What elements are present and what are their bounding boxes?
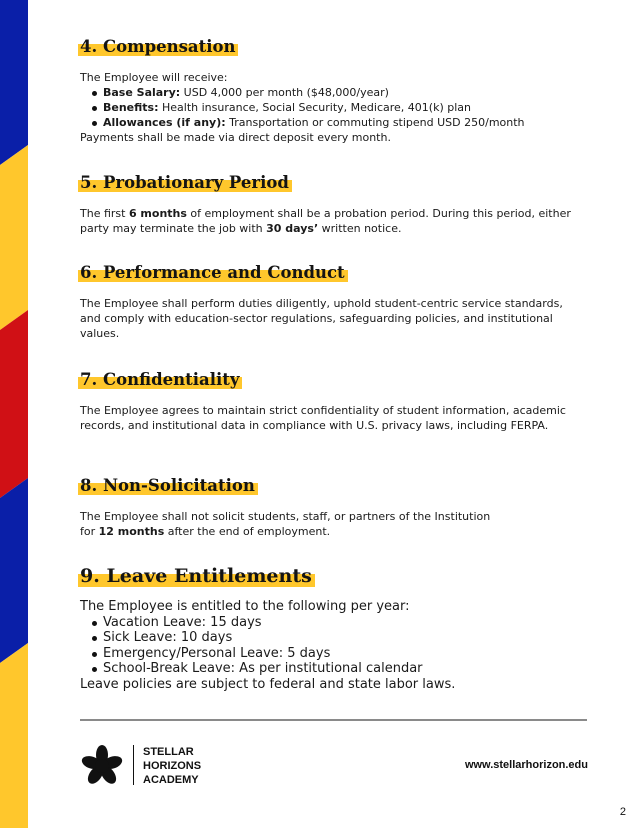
list-item: School-Break Leave: As per institutional calendar [92,661,600,677]
section-non-solicitation [80,476,600,539]
section-body: The Employee shall perform duties diligently, uphold student-centric service standards, and comply with education-sector regulations, safeguarding policies, and institutional values. [80,297,563,340]
edge-yellow-1 [0,145,28,330]
section-probationary-period [80,173,600,236]
logo-wordmark: STELLAR HORIZONS ACADEMY [143,746,202,786]
section-performance-conduct [80,263,600,341]
edge-blue-top [0,0,28,165]
section-heading: 5. Probationary Period [80,173,289,193]
footer-divider [80,719,587,721]
compensation-list [80,85,600,130]
intro-text: The Employee is entitled to the following per year: [80,599,410,614]
page-number: 2 [619,806,626,818]
outro-text: Leave policies are subject to federal and state labor laws. [80,676,456,692]
logo-separator [133,745,134,785]
leave-list [80,615,600,677]
left-edge-decoration [0,0,28,828]
section-heading: 4. Compensation [80,37,235,57]
intro-text: The Employee will receive: [80,71,228,84]
list-item: Vacation Leave: 15 days [92,615,600,631]
section-heading: 6. Performance and Conduct [80,263,345,283]
section-confidentiality [80,370,600,433]
section-leave-entitlements [80,565,600,692]
section-body: The Employee shall not solicit students, staff, or partners of the Institution for 12 months after the end of employment. [80,510,491,538]
section-heading: 8. Non-Solicitation [80,476,255,496]
section-heading: 7. Confidentiality [80,370,239,390]
list-item: Base Salary: USD 4,000 per month ($48,000/year) [92,85,600,100]
edge-yellow-2 [0,643,28,828]
edge-red [0,310,28,498]
edge-blue-bottom [0,478,28,663]
section-body [80,599,600,692]
list-item: Benefits: Health insurance, Social Security, Medicare, 401(k) plan [92,100,600,115]
website-link[interactable]: www.stellarhorizon.edu [464,759,588,771]
list-item: Allowances (if any): Transportation or commuting stipend USD 250/month [92,115,600,130]
section-body [80,70,600,145]
section-compensation [80,37,600,145]
list-item: Emergency/Personal Leave: 5 days [92,646,600,662]
section-body: The Employee agrees to maintain strict confidentiality of student information, academic records, and institutional data in compliance with U.S. privacy laws, including FERPA. [80,404,566,432]
outro-text: Payments shall be made via direct deposit every month. [80,131,391,144]
star-flower-icon [81,744,123,786]
list-item: Sick Leave: 10 days [92,630,600,646]
section-body: The first 6 months of employment shall be a probation period. During this period, either party may terminate the job with 30 days’ written notice. [80,207,571,235]
section-heading: 9. Leave Entitlements [80,565,312,588]
